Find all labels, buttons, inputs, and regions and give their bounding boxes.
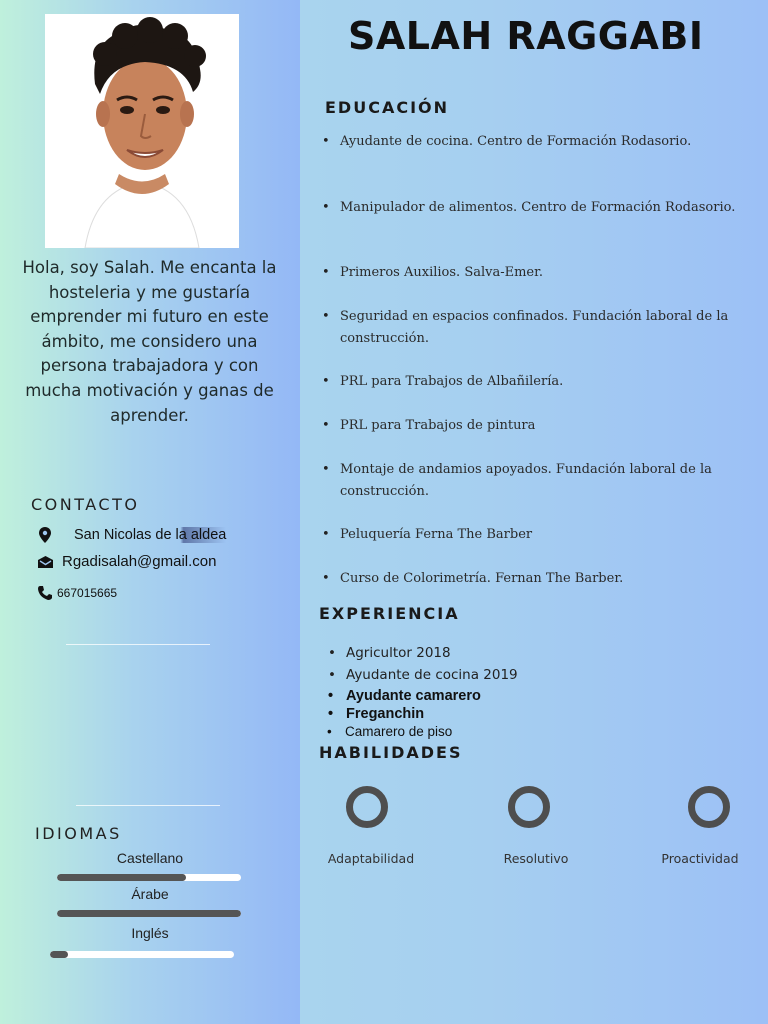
experience-item: • Freganchin	[328, 706, 424, 722]
education-item: • Seguridad en espacios confinados. Fundación laboral de la construcción.	[322, 306, 742, 350]
language-level-bar	[57, 874, 241, 881]
language-level-fill	[57, 910, 241, 917]
address-row	[36, 527, 226, 543]
location-pin-icon	[36, 527, 54, 543]
phone-icon	[36, 585, 54, 601]
contact-heading: CONTACTO	[31, 495, 140, 514]
education-item: • Curso de Colorimetría. Fernan The Barber.	[322, 568, 742, 590]
divider	[76, 805, 220, 806]
education-item: • PRL para Trabajos de Albañilería.	[322, 371, 742, 393]
experience-item: • Camarero de piso	[327, 724, 452, 739]
language-level-fill	[57, 874, 186, 881]
education-item: • Montaje de andamios apoyados. Fundación laboral de la construcción.	[322, 459, 742, 503]
skill-label: Adaptabilidad	[327, 851, 415, 866]
phone-text: 667015665	[57, 586, 118, 600]
skill-ring-icon	[688, 786, 730, 828]
education-item: • Primeros Auxilios. Salva-Emer.	[322, 262, 742, 284]
email-row	[36, 553, 216, 570]
experience-item: • Ayudante de cocina 2019	[328, 667, 518, 683]
language-level-bar	[57, 910, 241, 917]
education-item: • PRL para Trabajos de pintura	[322, 415, 742, 437]
education-heading: EDUCACIÓN	[325, 98, 450, 117]
profile-photo	[45, 14, 239, 248]
education-item: • Peluquería Ferna The Barber	[322, 524, 742, 546]
envelope-icon	[36, 556, 54, 568]
language-label: Árabe	[131, 886, 169, 902]
experience-item: • Ayudante camarero	[328, 688, 481, 704]
email-link[interactable]: Rgadisalah@gmail.con	[62, 553, 217, 570]
candidate-name: SALAH RAGGABI	[348, 14, 704, 58]
skill-ring-icon	[508, 786, 550, 828]
skills-heading: HABILIDADES	[319, 743, 463, 762]
language-label: Inglés	[131, 925, 169, 941]
language-label: Castellano	[116, 850, 184, 866]
skill-ring-icon	[346, 786, 388, 828]
phone-row	[36, 585, 117, 601]
intro-text: Hola, soy Salah. Me encanta la hosteleria y me gustaría emprender mi futuro en este ámbito, me considero una persona trabajadora y con mucha motivación y ganas de aprender.	[22, 258, 277, 425]
language-level-fill	[50, 951, 68, 958]
skill-label: Resolutivo	[503, 851, 569, 866]
language-level-bar	[50, 951, 234, 958]
languages-heading: IDIOMAS	[35, 824, 122, 843]
skill-label: Proactividad	[661, 851, 739, 866]
portrait-illustration	[45, 14, 239, 248]
right-column	[300, 0, 768, 1024]
divider	[66, 644, 210, 645]
experience-item: • Agricultor 2018	[328, 645, 451, 661]
education-item: • Ayudante de cocina. Centro de Formación Rodasorio.	[322, 131, 742, 153]
experience-heading: EXPERIENCIA	[319, 604, 460, 623]
education-item: • Manipulador de alimentos. Centro de Formación Rodasorio.	[322, 197, 742, 219]
address-text: San Nicolas de la aldea	[74, 527, 227, 543]
